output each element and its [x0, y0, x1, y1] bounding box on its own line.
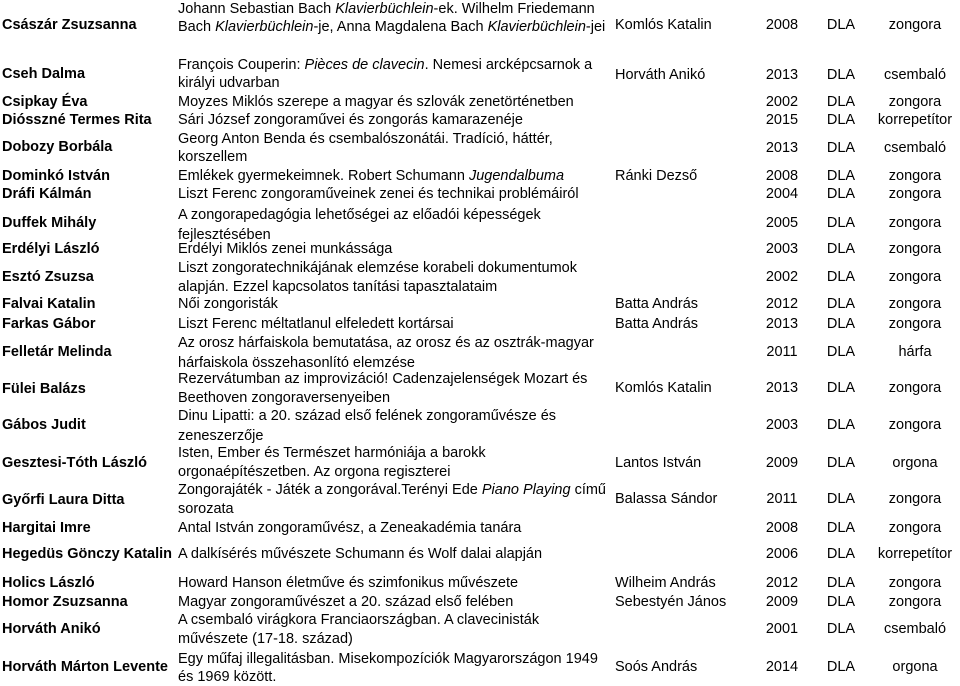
defense-year: 2013: [765, 140, 799, 156]
degree-type: DLA: [826, 140, 856, 156]
specialty: hárfa: [898, 344, 932, 360]
specialty: csembaló: [883, 140, 947, 156]
defense-year: 2011: [766, 344, 798, 360]
defense-year: 2013: [765, 67, 799, 83]
specialty: zongora: [888, 241, 942, 257]
thesis-title: A dalkísérés művészete Schumann és Wolf dalai alapján: [178, 546, 543, 562]
thesis-title: Johann Sebastian Bach Klavierbüchlein-ek. Wilhelm Friedemann Bach Klavierbüchlein-je, Anna Magdalena Bach Klavierbüchlein-jei: [178, 1, 606, 35]
degree-type: DLA: [826, 594, 856, 610]
author-name: Felletár Melinda: [2, 344, 112, 360]
thesis-title: Az orosz hárfaiskola bemutatása, az orosz és az osztrák-magyar hárfaiskola összehasonlító elemzése: [178, 335, 594, 371]
defense-year: 2015: [765, 112, 799, 128]
specialty: zongora: [888, 316, 942, 332]
author-name: Farkas Gábor: [2, 316, 96, 332]
thesis-title: Zongorajáték - Játék a zongorával.Terényi Ede Piano Playing című sorozata: [178, 482, 606, 517]
defense-year: 2004: [765, 186, 799, 202]
author-name: Hegedüs Gönczy Katalin: [2, 546, 173, 562]
thesis-title: Rezervátumban az improvizáció! Cadenzajelenségek Mozart és Beethoven zongoraversenyeiben: [178, 371, 588, 406]
defense-year: 2011: [766, 491, 798, 507]
author-name: Falvai Katalin: [2, 296, 96, 312]
degree-type: DLA: [826, 215, 856, 231]
degree-type: DLA: [826, 546, 856, 562]
degree-type: DLA: [826, 94, 856, 110]
specialty: csembaló: [883, 621, 947, 637]
defense-year: 2014: [765, 659, 799, 675]
thesis-title: Georg Anton Benda és csembalószonátái. Tradíció, háttér, korszellem: [178, 131, 553, 165]
specialty: korrepetítor: [877, 546, 953, 562]
degree-type: DLA: [826, 659, 856, 675]
defense-year: 2008: [765, 168, 799, 184]
author-name: Erdélyi László: [2, 241, 100, 257]
author-name: Horváth Márton Levente: [2, 659, 168, 675]
degree-type: DLA: [826, 417, 856, 433]
degree-type: DLA: [826, 621, 856, 637]
specialty: zongora: [888, 186, 942, 202]
defense-year: 2003: [765, 241, 799, 257]
advisor-name: Komlós Katalin: [615, 17, 712, 33]
degree-type: DLA: [826, 241, 856, 257]
advisor-name: Komlós Katalin: [615, 380, 712, 396]
defense-year: 2009: [765, 594, 799, 610]
author-name: Gábos Judit: [2, 417, 86, 433]
advisor-name: Lantos István: [615, 455, 702, 471]
author-name: Duffek Mihály: [2, 215, 97, 231]
defense-year: 2012: [765, 575, 799, 591]
author-name: Császár Zsuzsanna: [2, 17, 137, 33]
specialty: zongora: [888, 17, 942, 33]
degree-type: DLA: [826, 168, 856, 184]
degree-type: DLA: [826, 269, 856, 285]
author-name: Diósszné Termes Rita: [2, 112, 152, 128]
specialty: orgona: [892, 659, 938, 675]
degree-type: DLA: [826, 186, 856, 202]
degree-type: DLA: [826, 520, 856, 536]
specialty: zongora: [888, 296, 942, 312]
author-name: Dráfi Kálmán: [2, 186, 92, 202]
specialty: zongora: [888, 215, 942, 231]
specialty: zongora: [888, 269, 942, 285]
specialty: zongora: [888, 417, 942, 433]
advisor-name: Sebestyén János: [615, 594, 727, 610]
defense-year: 2002: [765, 94, 799, 110]
author-name: Holics László: [2, 575, 95, 591]
thesis-title: Női zongoristák: [178, 296, 278, 312]
defense-year: 2008: [765, 520, 799, 536]
thesis-title: Isten, Ember és Természet harmóniája a barokk orgonaépítészetben. Az orgona regiszterei: [178, 445, 486, 480]
thesis-title: Liszt Ferenc méltatlanul elfeledett kortársai: [178, 316, 454, 332]
defense-year: 2002: [765, 269, 799, 285]
thesis-title: Emlékek gyermekeimnek. Robert Schumann Jugendalbuma: [178, 168, 565, 184]
advisor-name: Batta András: [615, 316, 699, 332]
degree-type: DLA: [826, 491, 856, 507]
thesis-title: François Couperin: Pièces de clavecin. Nemesi arcképcsarnok a királyi udvarban: [178, 57, 593, 91]
author-name: Csipkay Éva: [2, 94, 88, 110]
specialty: zongora: [888, 520, 942, 536]
advisor-name: Wilheim András: [615, 575, 716, 591]
author-name: Dobozy Borbála: [2, 139, 113, 155]
thesis-title: Howard Hanson életműve és szimfonikus művészete: [178, 575, 519, 591]
thesis-title: Liszt zongoratechnikájának elemzése korabeli dokumentumok alapján. Ezzel kapcsolatos tanítási tapasztalataim: [178, 260, 577, 295]
degree-type: DLA: [826, 17, 856, 33]
defense-year: 2001: [765, 621, 799, 637]
degree-type: DLA: [826, 316, 856, 332]
specialty: csembaló: [883, 67, 947, 83]
degree-type: DLA: [826, 575, 856, 591]
author-name: Gesztesi-Tóth László: [2, 455, 148, 471]
advisor-name: Soós András: [615, 659, 698, 675]
advisor-name: Ránki Dezső: [615, 168, 698, 184]
thesis-title: Egy műfaj illegalitásban. Misekompozíciók Magyarországon 1949 és 1969 között.: [178, 651, 598, 685]
specialty: zongora: [888, 594, 942, 610]
specialty: zongora: [888, 575, 942, 591]
specialty: orgona: [892, 455, 938, 471]
defense-year: 2013: [765, 316, 799, 332]
thesis-title: A csembaló virágkora Franciaországban. A clavecinisták művészete (17-18. század): [178, 612, 540, 647]
specialty: zongora: [888, 94, 942, 110]
author-name: Homor Zsuzsanna: [2, 594, 128, 610]
author-name: Győrfi Laura Ditta: [2, 492, 125, 508]
specialty: korrepetítor: [877, 112, 953, 128]
degree-type: DLA: [826, 112, 856, 128]
defense-year: 2013: [765, 380, 799, 396]
thesis-title: Erdélyi Miklós zenei munkássága: [178, 241, 393, 257]
author-name: Dominkó István: [2, 168, 110, 184]
degree-type: DLA: [826, 380, 856, 396]
specialty: zongora: [888, 491, 942, 507]
specialty: zongora: [888, 380, 942, 396]
defense-year: 2009: [765, 455, 799, 471]
degree-type: DLA: [826, 344, 856, 360]
degree-type: DLA: [826, 455, 856, 471]
degree-type: DLA: [826, 67, 856, 83]
thesis-title: Liszt Ferenc zongoraműveinek zenei és technikai problémáiról: [178, 186, 579, 202]
advisor-name: Horváth Anikó: [615, 67, 706, 83]
thesis-title: Moyzes Miklós szerepe a magyar és szlovák zenetörténetben: [178, 94, 574, 110]
thesis-title: A zongorapedagógia lehetőségei az előadói képességek fejlesztésében: [178, 207, 541, 243]
specialty: zongora: [888, 168, 942, 184]
author-name: Horváth Anikó: [2, 621, 101, 637]
thesis-title: Dinu Lipatti: a 20. század első felének zongoraművésze és zeneszerzője: [178, 408, 557, 444]
defense-year: 2008: [765, 17, 799, 33]
author-name: Hargitai Imre: [2, 520, 91, 536]
author-name: Cseh Dalma: [2, 66, 86, 82]
degree-type: DLA: [826, 296, 856, 312]
defense-year: 2006: [765, 546, 799, 562]
thesis-title: Antal István zongoraművész, a Zeneakadémia tanára: [178, 520, 522, 536]
author-name: Esztó Zsuzsa: [2, 269, 94, 285]
thesis-title: Magyar zongoraművészet a 20. század első felében: [178, 594, 514, 610]
defense-year: 2005: [765, 215, 799, 231]
advisor-name: Batta András: [615, 296, 699, 312]
author-name: Fülei Balázs: [2, 381, 86, 397]
defense-year: 2003: [765, 417, 799, 433]
defense-year: 2012: [765, 296, 799, 312]
thesis-title: Sári József zongoraművei és zongorás kamarazenéje: [178, 112, 523, 128]
advisor-name: Balassa Sándor: [615, 491, 718, 507]
